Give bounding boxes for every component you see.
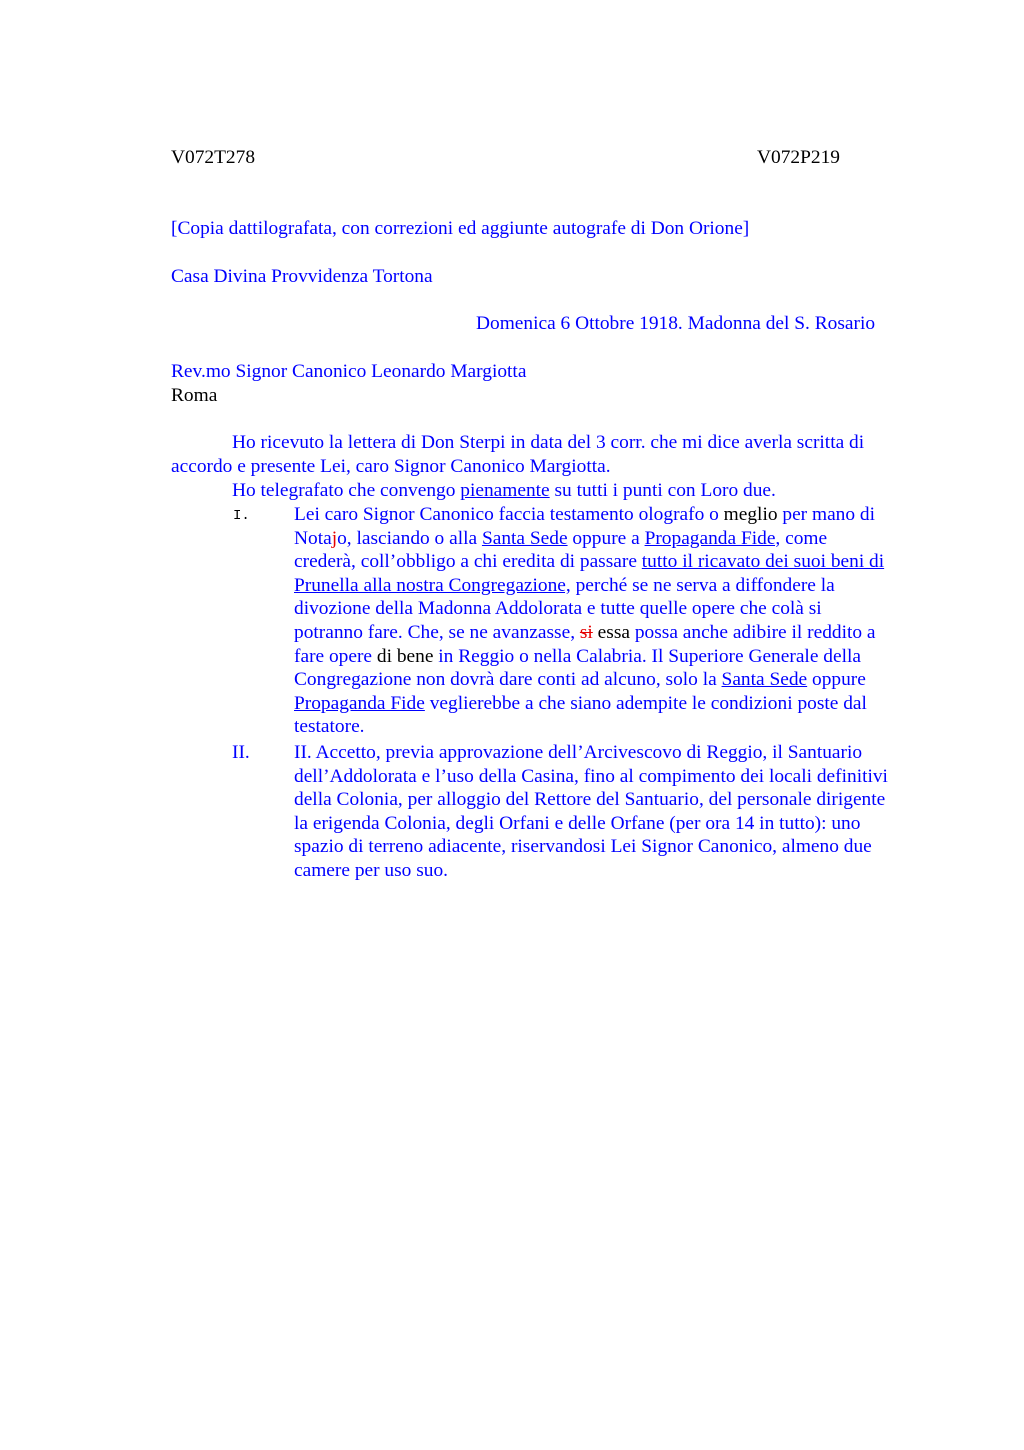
item-line: divozione della Madonna Addolorata e tutte quelle opere che colà si [294,598,822,620]
underlined-word: pienamente [460,480,550,501]
underlined-phrase: Santa Sede [721,669,808,691]
item-line: fare opere di bene in Reggio o nella Calabria. Il Superiore Generale della [294,645,861,667]
item-line: Congregazione non dovrà dare conti ad alcuno, solo la Santa Sede oppure [294,669,866,691]
deleted-word: si [579,621,593,643]
underlined-phrase: Santa Sede [481,527,568,549]
list-item-2 [294,741,888,883]
item-line: Prunella alla nostra Congregazione, perché se ne serva a diffondere la [294,574,835,596]
item-line: camere per uso suo. [294,859,448,881]
item-line: la erigenda Colonia, degli Orfani e delle Orfane (per ora 14 in tutto): uno [294,812,861,834]
item-line: Notajo, lasciando o alla Santa Sede oppure a Propaganda Fide, come [294,527,828,549]
item-line: Propaganda Fide veglierebbe a che siano adempite le condizioni poste dal [294,692,867,714]
sender-line: Casa Divina Provvidenza Tortona [171,266,433,287]
list-marker-1: I. [233,508,250,524]
editorial-note: [Copia dattilografata, con correzioni ed aggiunte autografe di Don Orione] [171,218,750,239]
body-paragraph-2 [232,479,776,503]
list-item-1 [294,503,884,739]
underlined-phrase: Prunella alla nostra Congregazione, [294,574,571,596]
item-line: spazio di terreno adiacente, riservandosi Lei Signor Canonico, almeno due [294,836,872,858]
item-line: della Colonia, per alloggio del Rettore del Santuario, del personale dirigente [294,789,886,811]
recipient-name: Rev.mo Signor Canonico Leonardo Margiotta [171,361,527,382]
document-code-left: V072T278 [171,147,256,168]
item-line: dell’Addolorata e l’uso della Casina, fino al compimento dei locali definitivi [294,765,888,787]
item-line: crederà, coll’obbligo a chi eredita di passare tutto il ricavato dei suoi beni di [294,551,885,573]
underlined-phrase: Propaganda Fide [294,692,425,714]
letter-date: Domenica 6 Ottobre 1918. Madonna del S. Rosario [476,313,876,334]
item-line: II. Accetto, previa approvazione dell’Arcivescovo di Reggio, il Santuario [294,742,863,763]
recipient-city: Roma [171,385,218,406]
paragraph-line: accordo e presente Lei, caro Signor Canonico Margiotta. [171,455,611,477]
item-line: potranno fare. Che, se ne avanzasse, si essa possa anche adibire il reddito a [294,621,876,643]
paragraph-line: Ho telegrafato che convengo pienamente su tutti i punti con Loro due. [232,480,776,501]
paragraph-line: Ho ricevuto la lettera di Don Sterpi in data del 3 corr. che mi dice averla scritta di [232,432,865,453]
document-code-right: V072P219 [757,147,840,168]
item-line: testatore. [294,716,365,738]
list-marker-2: II. [232,742,250,763]
underlined-phrase: Propaganda Fide, [644,527,781,549]
item-line: Lei caro Signor Canonico faccia testamento olografo o meglio per mano di [294,504,875,525]
body-paragraph-1 [171,431,864,478]
underlined-phrase: tutto il ricavato dei suoi beni di [641,551,885,573]
